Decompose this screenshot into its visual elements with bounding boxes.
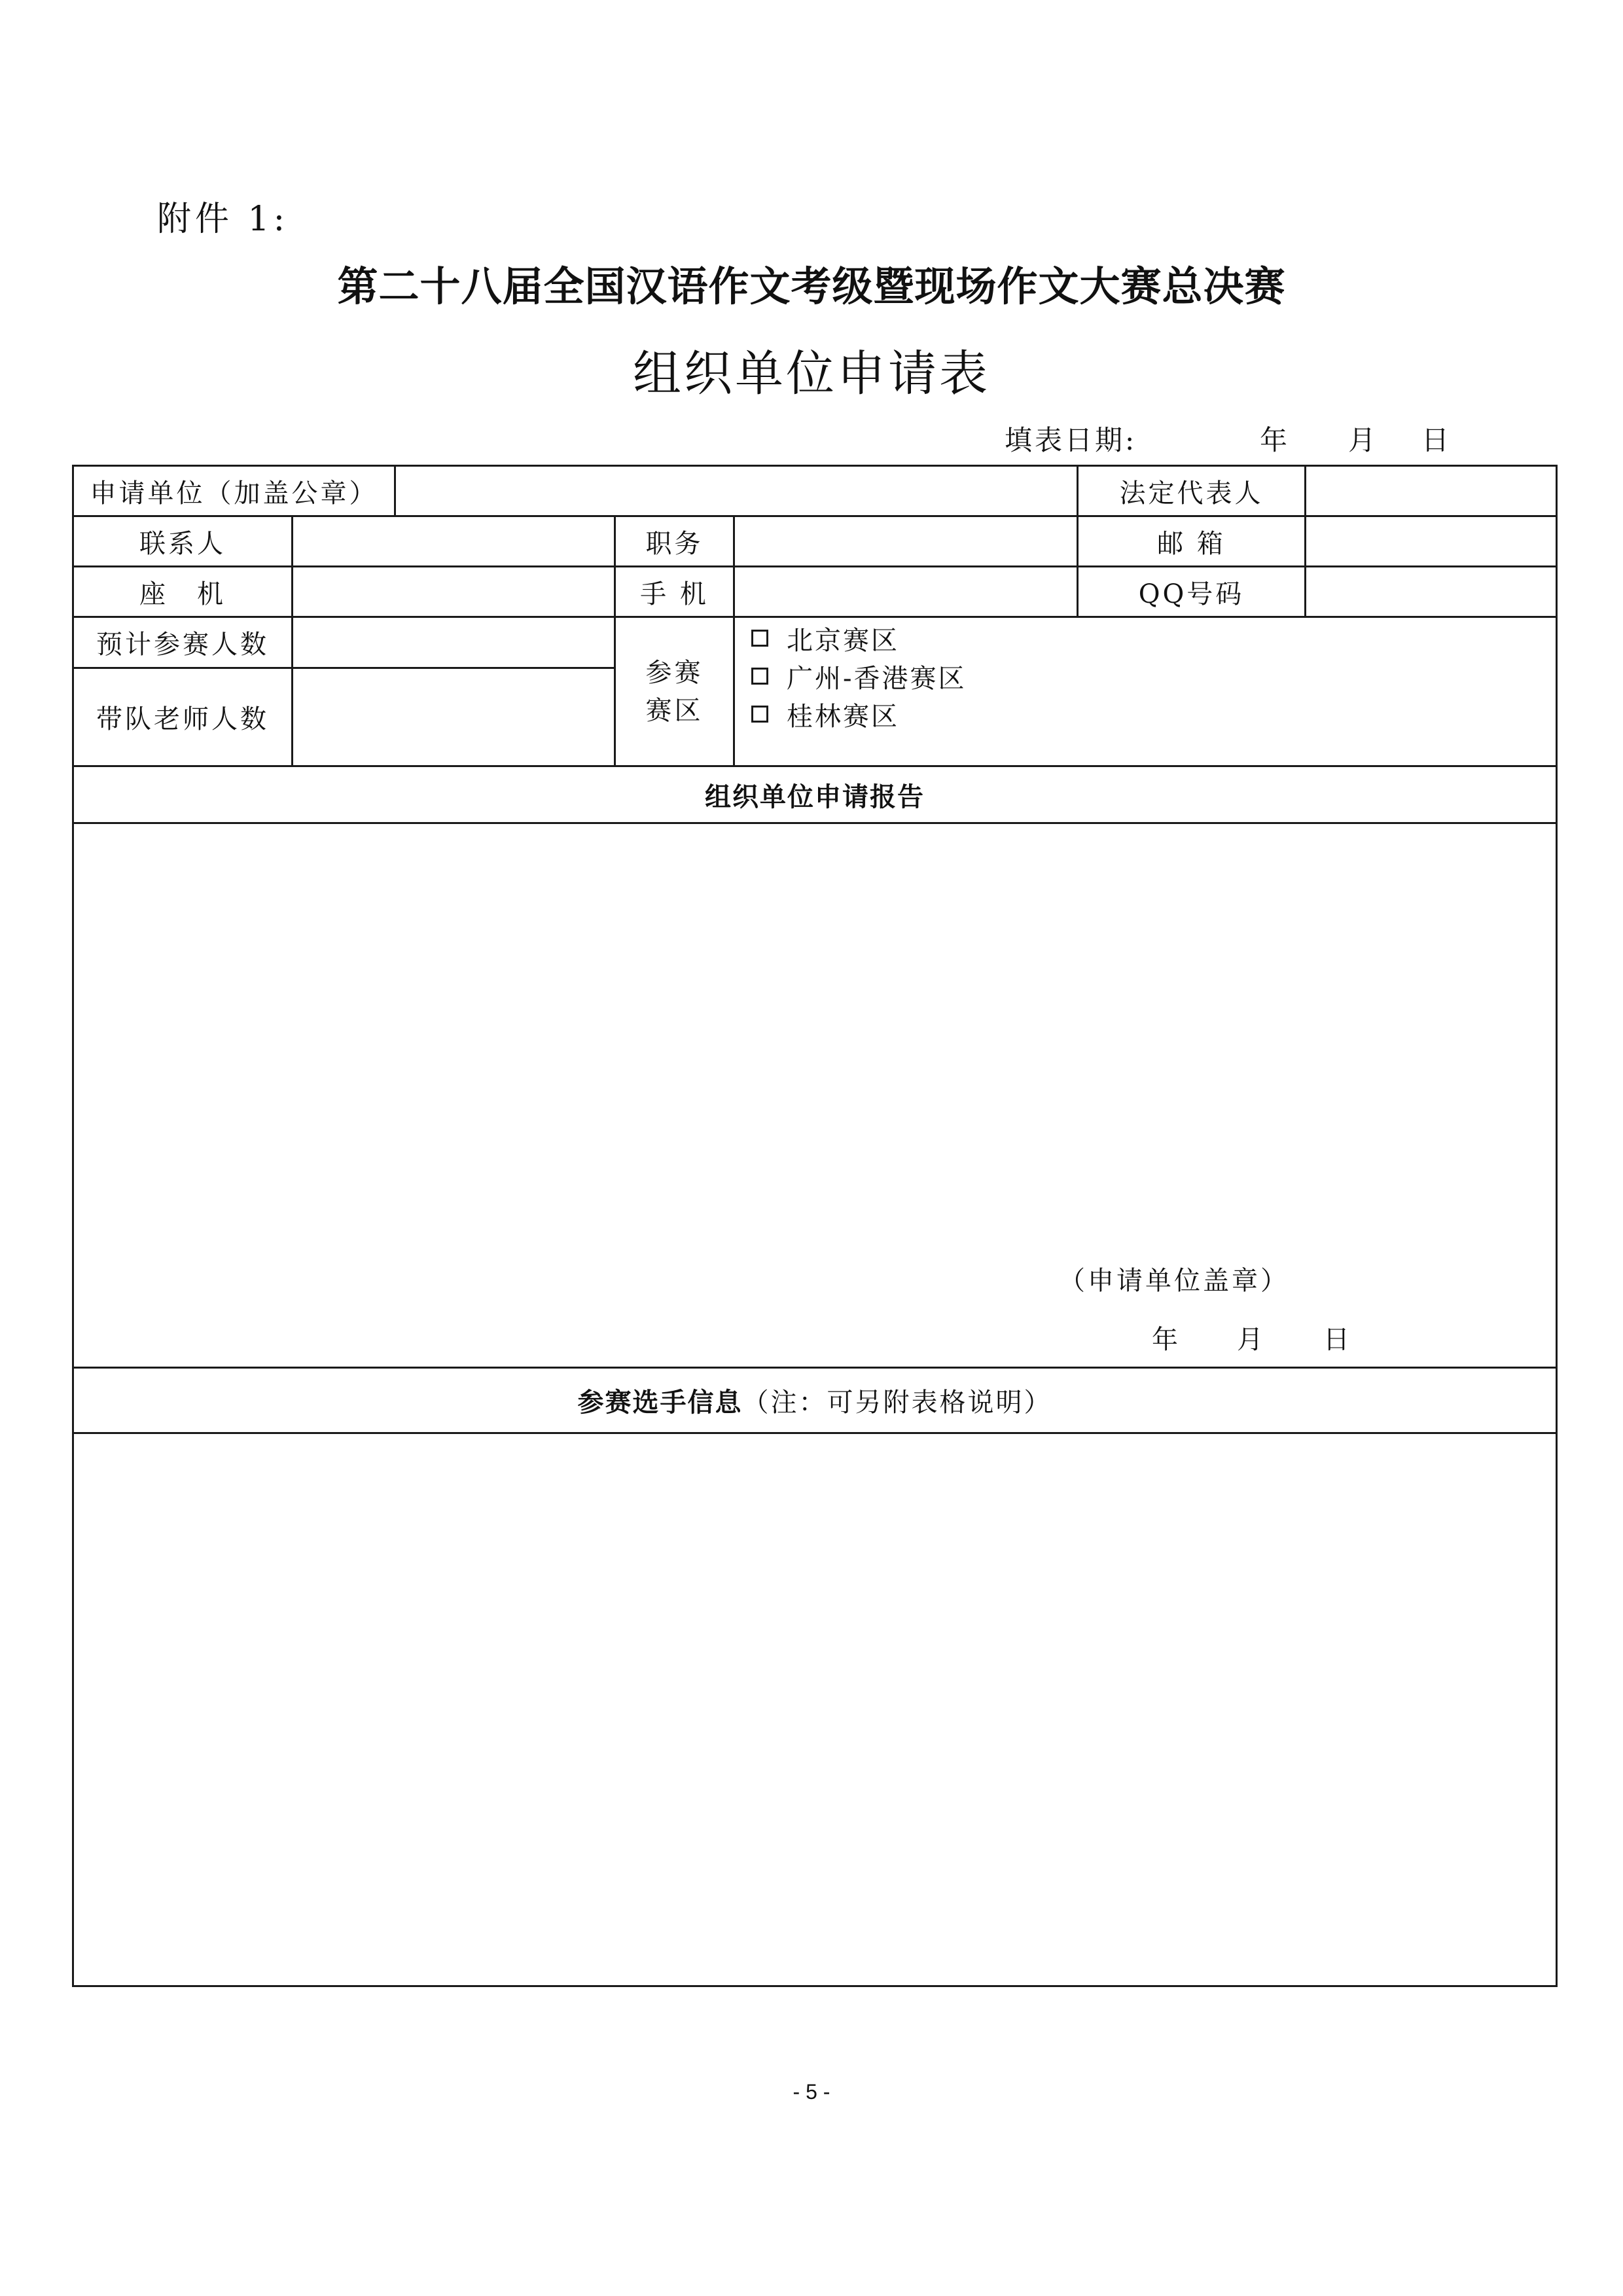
form-title: 组织单位申请表: [633, 346, 990, 402]
applicant-unit-label: 申请单位（加盖公章）: [90, 478, 378, 509]
position-field[interactable]: [735, 517, 1077, 565]
position-label: 职务: [645, 528, 704, 559]
division-option-guangzhou-hongkong[interactable]: [751, 657, 967, 695]
fill-date-day: 日: [1421, 424, 1450, 456]
email-field[interactable]: [1306, 517, 1556, 565]
expected-count-label: 预计参赛人数: [96, 630, 269, 660]
participants-body-field[interactable]: [74, 1434, 1556, 1985]
report-seal-label: （申请单位盖章）: [1059, 1266, 1289, 1296]
division-option-label: 广州-香港赛区: [787, 663, 967, 694]
expected-count-field[interactable]: [293, 618, 614, 667]
teacher-count-field[interactable]: [293, 669, 614, 765]
division-options: [751, 619, 967, 733]
checkbox-icon[interactable]: [751, 706, 768, 723]
division-option-guilin[interactable]: [751, 695, 967, 733]
legal-rep-field[interactable]: [1306, 467, 1556, 515]
applicant-unit-field[interactable]: [396, 467, 1077, 515]
report-body-field[interactable]: [74, 824, 1556, 1230]
landline-field[interactable]: [293, 567, 614, 616]
division-option-label: 北京赛区: [787, 625, 899, 656]
fill-date-year: 年: [1260, 424, 1288, 456]
page-number: - 5 -: [793, 2080, 830, 2104]
teacher-count-label: 带队老师人数: [96, 704, 269, 734]
division-option-label: 桂林赛区: [787, 701, 899, 732]
report-heading-text: 组织单位申请报告: [705, 781, 925, 812]
grid-line: [1556, 465, 1558, 1987]
qq-label: QQ号码: [1138, 579, 1245, 609]
division-label: 参赛 赛区: [645, 657, 704, 726]
report-date-day: 日: [1323, 1325, 1349, 1355]
fill-date-month: 月: [1348, 424, 1376, 456]
division-option-beijing[interactable]: [751, 619, 967, 657]
attachment-label: 附件 1:: [157, 200, 289, 239]
checkbox-icon[interactable]: [751, 630, 768, 647]
legal-rep-label: 法定代表人: [1119, 478, 1264, 509]
mobile-field[interactable]: [735, 567, 1077, 616]
report-date-month: 月: [1237, 1325, 1263, 1355]
email-label: 邮 箱: [1157, 528, 1226, 559]
contact-label: 联系人: [139, 528, 226, 559]
grid-line: [72, 1985, 1558, 1987]
contact-field[interactable]: [293, 517, 614, 565]
participants-heading-text: 参赛选手信息: [577, 1388, 743, 1418]
qq-field[interactable]: [1306, 567, 1556, 616]
document-title: 第二十八届全国汉语作文考级暨现场作文大赛总决赛: [337, 262, 1286, 310]
participants-heading-note: （注：可另附表格说明）: [742, 1388, 1052, 1418]
report-heading: [73, 767, 1556, 822]
mobile-label: 手 机: [640, 579, 709, 609]
report-date-year: 年: [1152, 1325, 1178, 1355]
checkbox-icon[interactable]: [751, 668, 768, 685]
participants-heading: [73, 1369, 1556, 1432]
landline-label: 座 机: [139, 579, 226, 609]
fill-date-label: 填表日期:: [1005, 424, 1137, 456]
